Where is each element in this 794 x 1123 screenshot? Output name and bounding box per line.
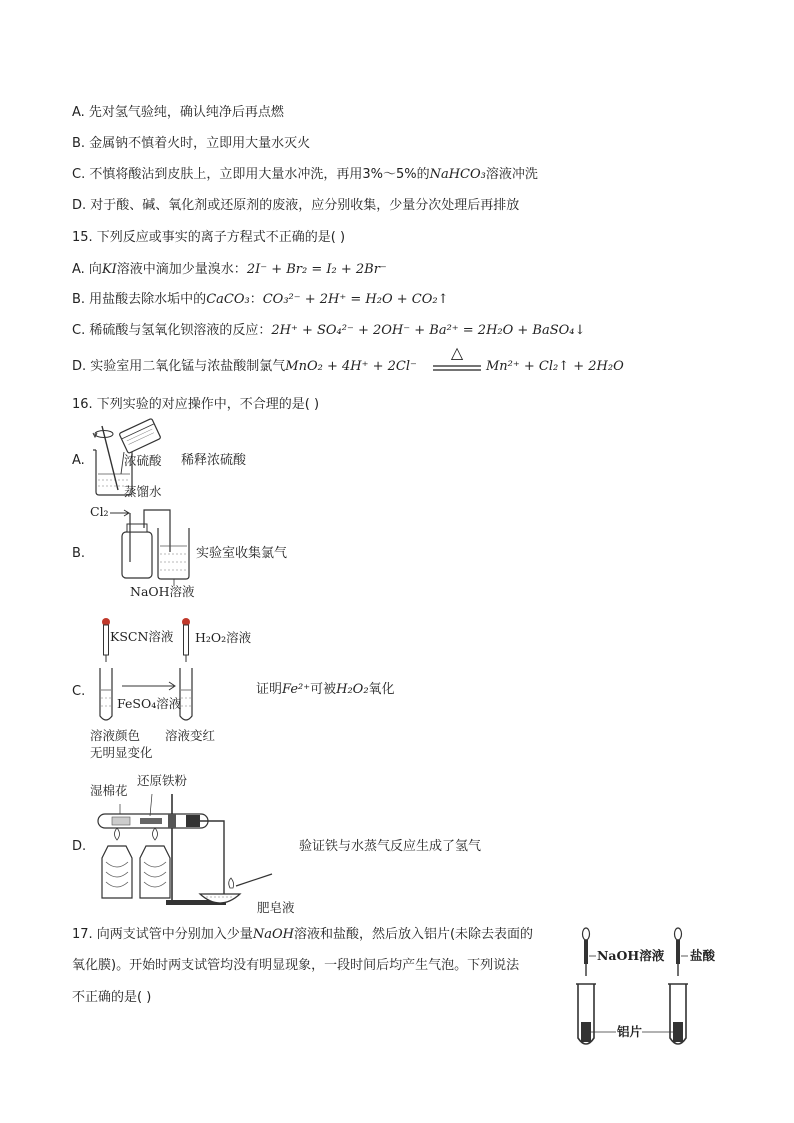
q16-a-letter: A. [72, 453, 85, 468]
q16-d-caption: 验证铁与水蒸气反应生成了氢气 [299, 839, 482, 854]
q15-b-equation: CO₃²⁻ + 2H⁺ = H₂O + CO₂↑ [262, 292, 449, 307]
q17-line1-suffix: 溶液和盐酸，然后放入铝片(未除去表面的 [293, 927, 534, 942]
q17-figure [572, 926, 732, 1052]
q16-d-soap-label: 肥皂液 [257, 900, 295, 915]
q16-d-figure [90, 788, 282, 910]
q16-d-letter: D. [72, 839, 87, 854]
q15-a-mid: 溶液中滴加少量溴水： [116, 262, 247, 277]
q17-stem-line2: 氧化膜)。开始时两支试管均没有明显现象，一段时间后均产生气泡。下列说法 [72, 958, 520, 973]
q14-option-d: D. 对于酸、碱、氧化剂或还原剂的废液，应分别收集，少量分次处理后再排放 [72, 198, 520, 213]
q17-fig-al-label: 铝片 [617, 1024, 643, 1039]
q15-option-b [72, 291, 448, 309]
q16-c-caption-prefix: 证明 [256, 682, 283, 697]
q16-b-letter: B. [72, 546, 86, 561]
q15-b-reagent: CaCO₃ [206, 292, 250, 307]
q15-a-equation: 2I⁻ + Br₂ = I₂ + 2Br⁻ [246, 262, 387, 277]
q15-option-a [72, 261, 387, 279]
q14-option-c-prefix: C. 不慎将酸沾到皮肤上，立即用大量水冲洗，再用3%～5%的 [72, 167, 430, 182]
q16-b-caption: 实验室收集氯气 [196, 546, 288, 561]
q15-option-c [72, 322, 585, 340]
q16-c-caption [256, 681, 395, 699]
q15-c-prefix: C. 稀硫酸与氢氧化钡溶液的反应： [72, 323, 272, 338]
q15-b-prefix: B. 用盐酸去除水垢中的 [72, 292, 207, 307]
q17-fig-hcl-label: 盐酸 [690, 948, 716, 963]
q16-c-obs1-line1: 溶液颜色 [90, 728, 141, 743]
q16-c-kscn-label: KSCN溶液 [110, 629, 174, 644]
q15-d-left: MnO₂ + 4H⁺ + 2Cl⁻ [285, 359, 417, 374]
q15-a-reagent: KI [101, 262, 117, 277]
q17-fig-naoh-label: NaOH溶液 [597, 948, 665, 963]
q15-d-double-bar [433, 364, 481, 374]
q17-line1-prefix: 17. 向两支试管中分别加入少量 [72, 927, 253, 942]
q14-option-a: A. 先对氢气验纯，确认纯净后再点燃 [72, 105, 284, 120]
q14-option-b: B. 金属钠不慎着火时，立即用大量水灭火 [72, 136, 311, 151]
q15-option-d [72, 358, 417, 376]
q15-stem: 15. 下列反应或事实的离子方程式不正确的是( ) [72, 230, 346, 245]
q15-d-right: Mn²⁺ + Cl₂↑ + 2H₂O [486, 359, 624, 374]
q16-c-obs1-line2: 无明显变化 [90, 745, 153, 760]
q16-stem: 16. 下列实验的对应操作中，不合理的是( ) [72, 397, 320, 412]
q16-b-figure [100, 502, 200, 586]
q16-d-cotton-label: 湿棉花 [90, 783, 128, 798]
q16-c-caption-mid: 可被 [310, 682, 337, 697]
q16-b-solution-label: NaOH溶液 [130, 584, 195, 599]
q16-a-caption: 稀释浓硫酸 [181, 453, 247, 468]
q16-a-water-label: 蒸馏水 [124, 484, 162, 499]
q17-stem-line3: 不正确的是( ) [72, 990, 152, 1005]
q15-b-colon: ： [249, 292, 263, 307]
q17-stem-line1 [72, 926, 533, 944]
q16-c-h2o2-label: H₂O₂溶液 [195, 630, 252, 645]
q16-c-caption-oxidant: H₂O₂ [336, 682, 369, 697]
q16-d-iron-label: 还原铁粉 [137, 773, 188, 788]
q16-c-caption-ion: Fe²⁺ [282, 682, 311, 697]
q15-a-prefix: A. 向 [72, 262, 102, 277]
q16-c-feso4-label: FeSO₄溶液 [117, 696, 182, 711]
q16-c-caption-suffix: 氧化 [368, 682, 395, 697]
q15-d-heat-symbol: △ [450, 343, 464, 362]
q16-c-obs2: 溶液变红 [165, 728, 216, 743]
q14-option-c [72, 166, 538, 184]
q16-a-reagent-label: 浓硫酸 [124, 453, 162, 468]
q15-d-prefix: D. 实验室用二氧化锰与浓盐酸制氯气 [72, 359, 286, 374]
q15-c-equation: 2H⁺ + SO₄²⁻ + 2OH⁻ + Ba²⁺ = 2H₂O + BaSO₄↓ [271, 323, 586, 338]
q14-option-c-suffix: 溶液冲洗 [485, 167, 538, 182]
q17-line1-formula: NaOH [252, 927, 294, 942]
q16-c-letter: C. [72, 684, 86, 699]
q16-b-gas-label: Cl₂ [90, 504, 109, 519]
q14-option-c-formula: NaHCO₃ [429, 167, 486, 182]
